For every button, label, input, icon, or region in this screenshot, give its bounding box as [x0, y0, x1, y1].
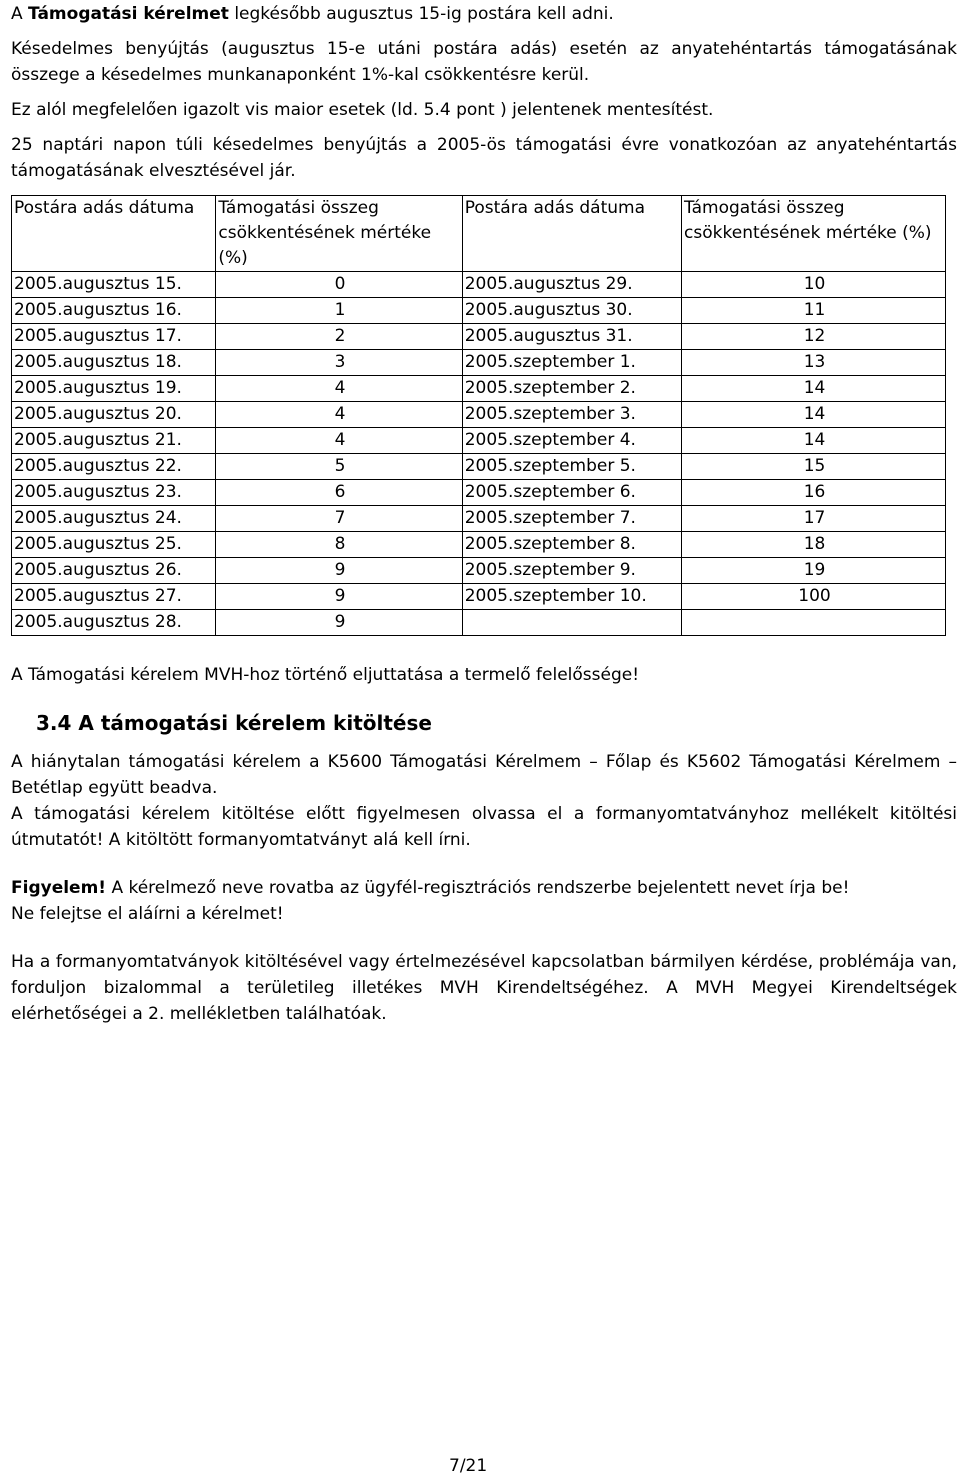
- reduction-cell: 1: [216, 298, 462, 324]
- date-cell: 2005.szeptember 5.: [462, 454, 681, 480]
- date-cell: 2005.augusztus 24.: [12, 506, 216, 532]
- late-submission-paragraph: Késedelmes benyújtás (augusztus 15-e utáni postára adás) esetén az anyatehéntartás támogatásának összege a késedelmes munkanaponként 1%-kal csökkentésre kerül.: [11, 39, 957, 85]
- reduction-cell: 9: [216, 558, 462, 584]
- table-row: [12, 532, 946, 558]
- bold-text: Támogatási kérelmet: [28, 4, 229, 24]
- reduction-cell: 12: [682, 324, 946, 350]
- instructions-paragraph: A támogatási kérelem kitöltése előtt figyelmesen olvassa el a formanyomtatványhoz mellékelt kitöltési útmutatót! A kitöltött formanyomtatványt alá kell írni.: [11, 804, 957, 850]
- table-row: [12, 428, 946, 454]
- reduction-cell: 14: [682, 402, 946, 428]
- date-cell: 2005.augusztus 29.: [462, 272, 681, 298]
- date-cell: 2005.szeptember 8.: [462, 532, 681, 558]
- reduction-cell: 10: [682, 272, 946, 298]
- reduction-cell: 11: [682, 298, 946, 324]
- text: legkésőbb augusztus 15-ig postára kell adni.: [228, 4, 614, 24]
- reduction-cell: 4: [216, 376, 462, 402]
- attention-paragraph: [11, 875, 957, 927]
- date-cell: 2005.augusztus 18.: [12, 350, 216, 376]
- date-cell: 2005.szeptember 1.: [462, 350, 681, 376]
- table-row: [12, 324, 946, 350]
- date-cell: 2005.augusztus 19.: [12, 376, 216, 402]
- reduction-cell: 19: [682, 558, 946, 584]
- table-header-row: [12, 196, 946, 272]
- date-cell: 2005.szeptember 6.: [462, 480, 681, 506]
- reduction-cell: 3: [216, 350, 462, 376]
- table-row: [12, 480, 946, 506]
- date-cell: 2005.augusztus 25.: [12, 532, 216, 558]
- reduction-cell: 4: [216, 428, 462, 454]
- table-row: [12, 298, 946, 324]
- header-date-2: Postára adás dátuma: [462, 196, 681, 272]
- date-cell: 2005.augusztus 26.: [12, 558, 216, 584]
- table-row: [12, 584, 946, 610]
- loss-paragraph: 25 naptári napon túli késedelmes benyújtás a 2005-ös támogatási évre vonatkozóan az anyatehéntartás támogatásának elvesztésével jár.: [11, 135, 957, 181]
- reduction-cell: 5: [216, 454, 462, 480]
- date-cell: 2005.szeptember 7.: [462, 506, 681, 532]
- attention-label: Figyelem!: [11, 878, 107, 898]
- page-number: 7/21: [449, 1456, 488, 1476]
- reduction-cell: 9: [216, 584, 462, 610]
- table-body: [12, 272, 946, 636]
- table-row: [12, 506, 946, 532]
- date-cell: 2005.szeptember 2.: [462, 376, 681, 402]
- contact-paragraph: Ha a formanyomtatványok kitöltésével vagy értelmezésével kapcsolatban bármilyen kérdése, problémája van, forduljon bizalommal a területileg illetékes MVH Kirendeltségéhez. A MVH Megyei Kirendeltségek elérhetőségei a 2. mellékletben találhatóak.: [11, 952, 957, 1024]
- date-cell: 2005.szeptember 3.: [462, 402, 681, 428]
- text: A: [11, 4, 29, 24]
- date-cell: 2005.augusztus 31.: [462, 324, 681, 350]
- date-cell: 2005.augusztus 20.: [12, 402, 216, 428]
- table-row: [12, 454, 946, 480]
- reduction-cell: 2: [216, 324, 462, 350]
- reduction-cell: 16: [682, 480, 946, 506]
- table-row: [12, 272, 946, 298]
- date-cell: 2005.augusztus 16.: [12, 298, 216, 324]
- reduction-cell: 15: [682, 454, 946, 480]
- table-row: [12, 402, 946, 428]
- table-row: [12, 376, 946, 402]
- date-cell: 2005.augusztus 15.: [12, 272, 216, 298]
- header-reduction-1: Támogatási összeg csökkentésének mértéke (%): [216, 196, 462, 272]
- date-cell: 2005.augusztus 27.: [12, 584, 216, 610]
- responsibility-note: A Támogatási kérelem MVH-hoz történő eljuttatása a termelő felelőssége!: [11, 665, 640, 685]
- reduction-cell: 100: [682, 584, 946, 610]
- date-cell: 2005.augusztus 23.: [12, 480, 216, 506]
- table-row: [12, 558, 946, 584]
- text: A kérelmező neve rovatba az ügyfél-regisztrációs rendszerbe bejelentett nevet írja be!: [106, 878, 850, 898]
- date-cell: [462, 610, 681, 636]
- date-cell: 2005.augusztus 21.: [12, 428, 216, 454]
- table-row: [12, 350, 946, 376]
- date-cell: 2005.szeptember 9.: [462, 558, 681, 584]
- deadline-paragraph: [11, 1, 614, 27]
- date-cell: 2005.augusztus 30.: [462, 298, 681, 324]
- reduction-cell: 8: [216, 532, 462, 558]
- reduction-cell: [682, 610, 946, 636]
- date-cell: 2005.augusztus 28.: [12, 610, 216, 636]
- date-cell: 2005.augusztus 22.: [12, 454, 216, 480]
- complete-application-paragraph: A hiánytalan támogatási kérelem a K5600 Támogatási Kérelmem – Főlap és K5602 Támogatási Kérelmem – Betétlap együtt beadva.: [11, 752, 957, 798]
- table-row: [12, 610, 946, 636]
- reduction-cell: 7: [216, 506, 462, 532]
- reduction-table: [11, 195, 946, 636]
- reduction-cell: 14: [682, 376, 946, 402]
- reduction-cell: 0: [216, 272, 462, 298]
- reduction-cell: 14: [682, 428, 946, 454]
- date-cell: 2005.szeptember 10.: [462, 584, 681, 610]
- reduction-cell: 18: [682, 532, 946, 558]
- vis-maior-paragraph: Ez alól megfelelően igazolt vis maior esetek (ld. 5.4 pont ) jelentenek mentesítést.: [11, 100, 714, 120]
- header-reduction-2: Támogatási összeg csökkentésének mértéke (%): [682, 196, 946, 272]
- sign-reminder: Ne felejtse el aláírni a kérelmet!: [11, 904, 284, 924]
- reduction-cell: 9: [216, 610, 462, 636]
- reduction-cell: 13: [682, 350, 946, 376]
- reduction-cell: 17: [682, 506, 946, 532]
- reduction-cell: 4: [216, 402, 462, 428]
- date-cell: 2005.szeptember 4.: [462, 428, 681, 454]
- header-date-1: Postára adás dátuma: [12, 196, 216, 272]
- section-heading: 3.4 A támogatási kérelem kitöltése: [36, 711, 432, 735]
- date-cell: 2005.augusztus 17.: [12, 324, 216, 350]
- reduction-cell: 6: [216, 480, 462, 506]
